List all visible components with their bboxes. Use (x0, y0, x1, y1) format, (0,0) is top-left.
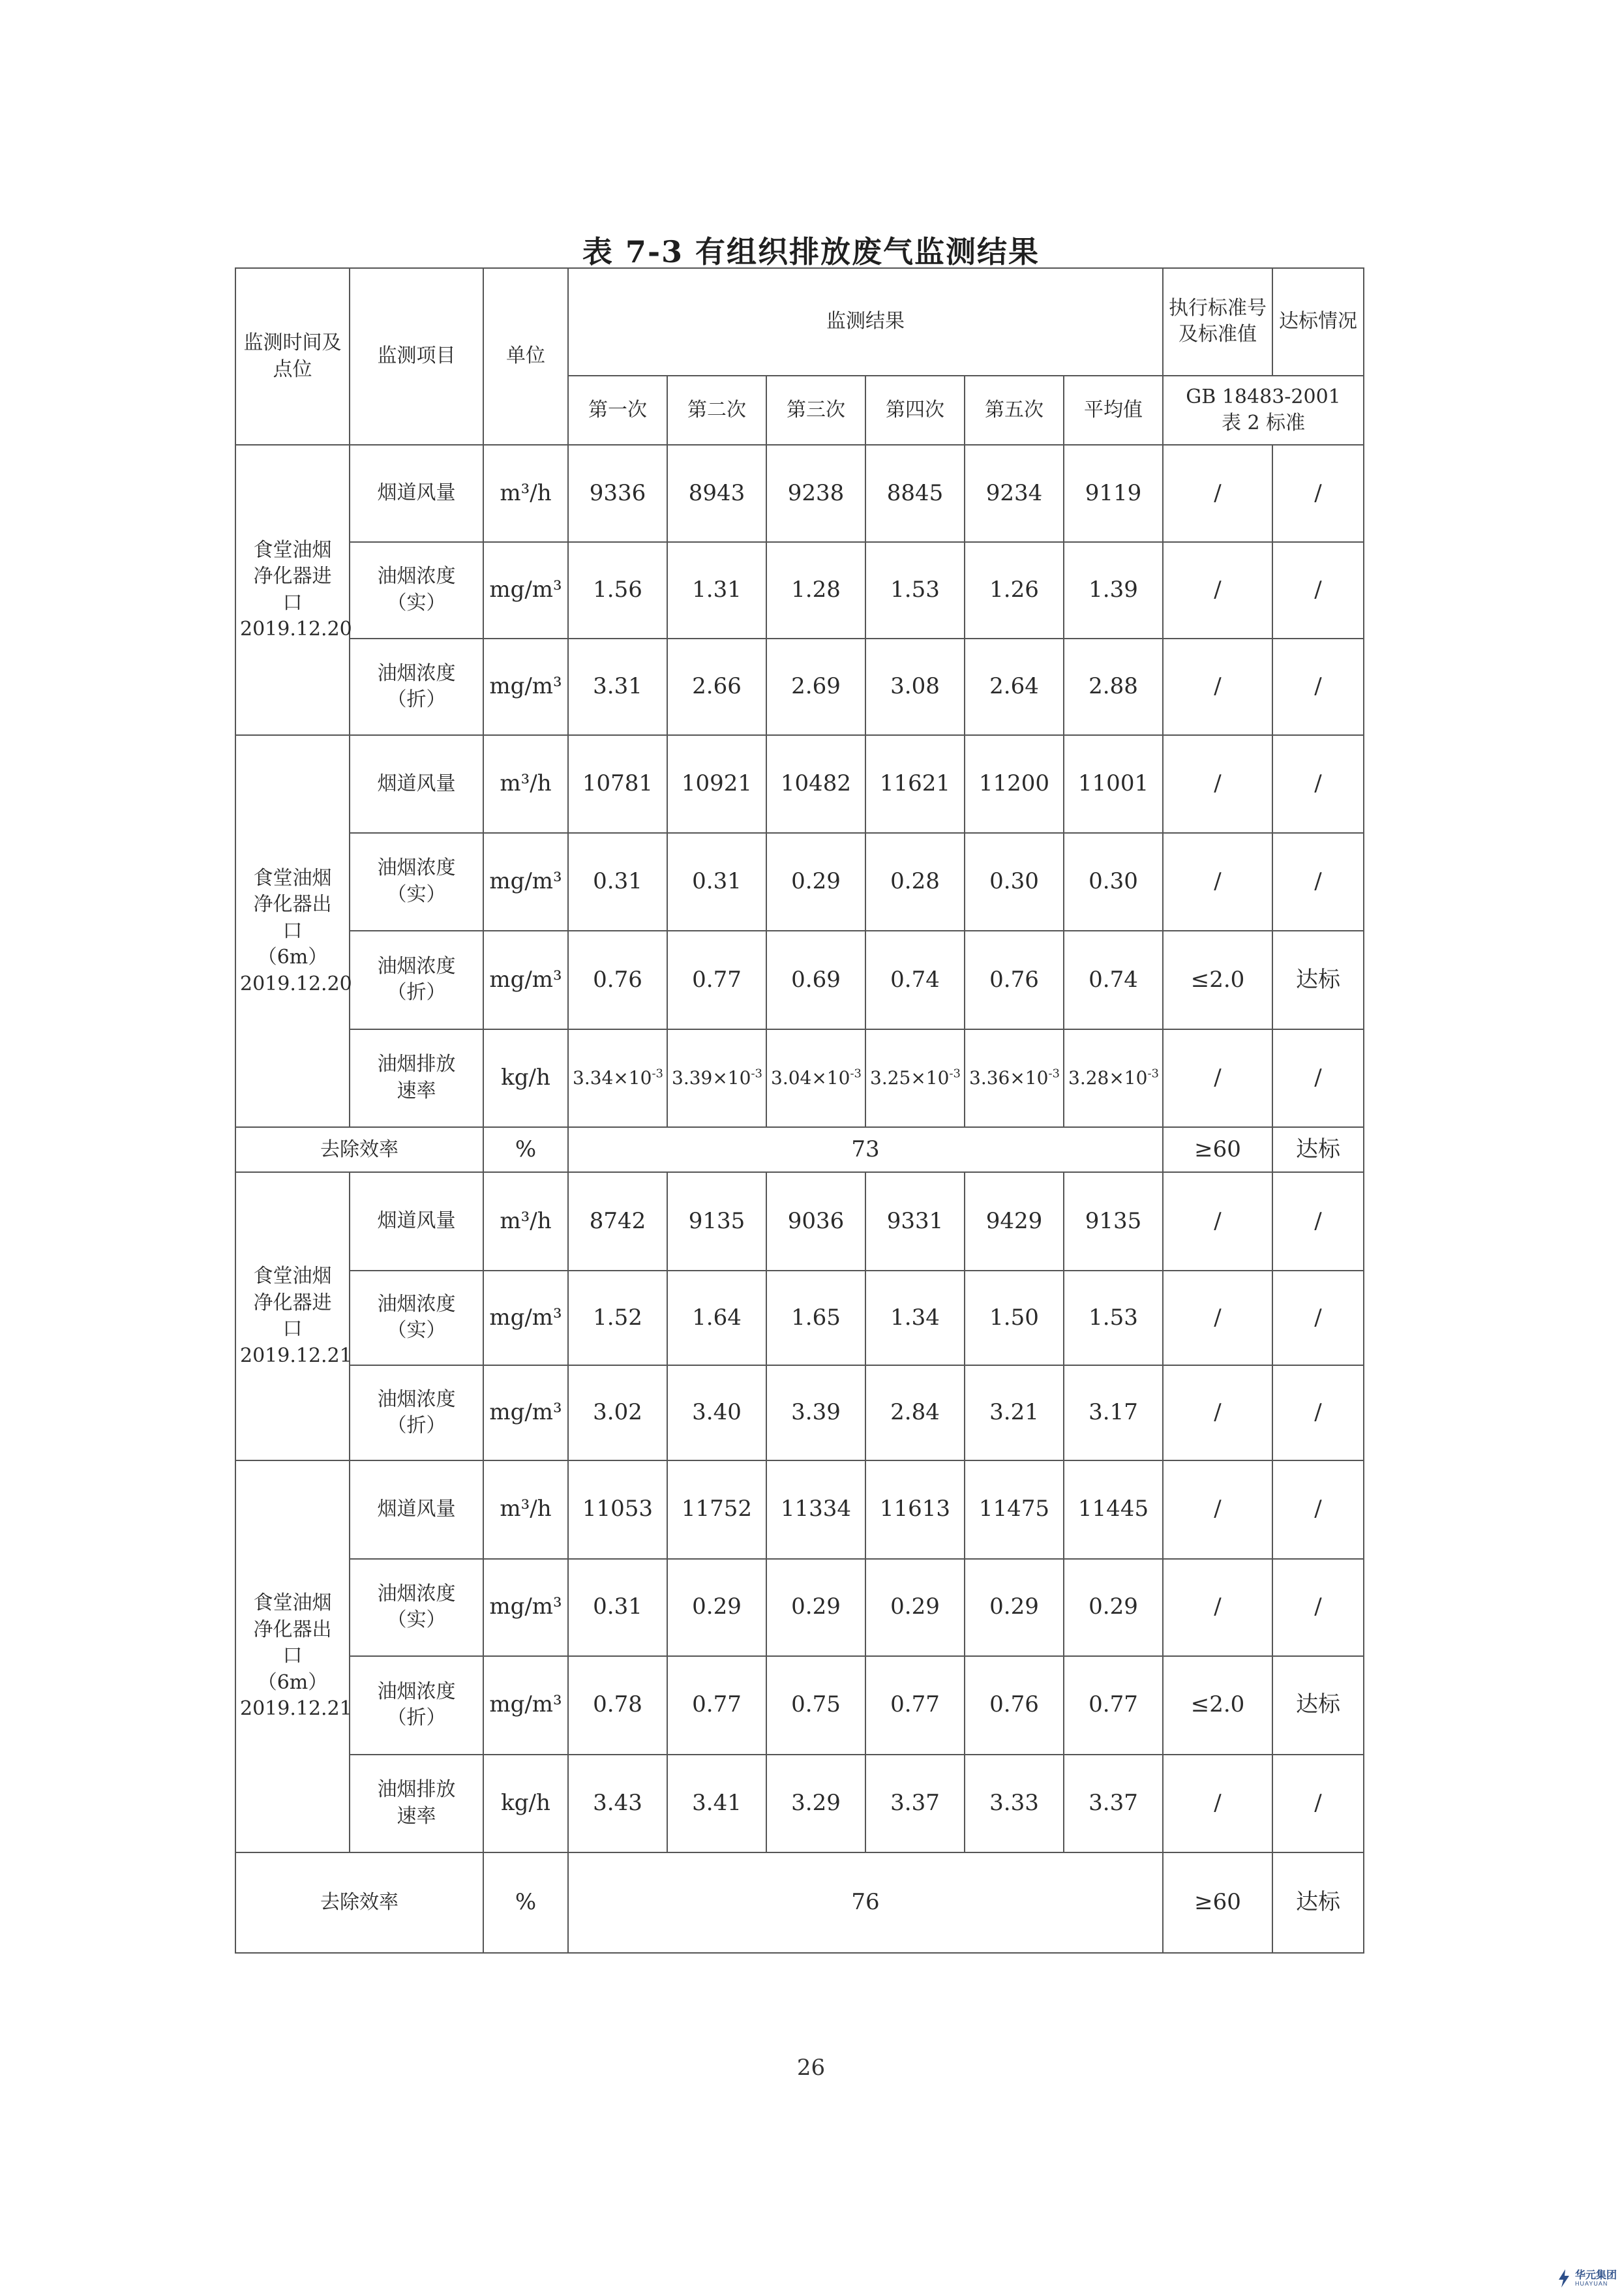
value-cell: 2.66 (667, 639, 766, 735)
header-row-1 (235, 268, 1364, 376)
value-cell: 3.08 (865, 639, 965, 735)
value-cell: 3.37 (865, 1755, 965, 1853)
value-cell: 11752 (667, 1460, 766, 1559)
item-cell: 油烟浓度 （实） (350, 1559, 483, 1656)
status-cell: / (1272, 735, 1364, 832)
unit-cell: mg/m³ (483, 1559, 568, 1656)
item-cell: 油烟排放 速率 (350, 1029, 483, 1128)
removal-label: 去除效率 (235, 1127, 483, 1172)
status-cell: / (1272, 1172, 1364, 1271)
value-cell: $3.25\times 10^{-3}$ (865, 1029, 965, 1128)
standard-cell: / (1163, 639, 1272, 735)
header-unit: 单位 (483, 268, 568, 445)
value-cell: 10781 (568, 735, 667, 832)
standard-cell: / (1163, 1755, 1272, 1853)
value-cell: 0.74 (865, 931, 965, 1029)
value-cell: $3.34\times 10^{-3}$ (568, 1029, 667, 1128)
status-cell: / (1272, 1029, 1364, 1128)
header-status: 达标情况 (1272, 268, 1364, 376)
value-cell: 0.29 (766, 1559, 865, 1656)
table-row (235, 1029, 1364, 1128)
value-cell: 0.29 (865, 1559, 965, 1656)
unit-cell: m³/h (483, 445, 568, 541)
value-cell: 1.39 (1064, 542, 1163, 639)
value-cell: 0.30 (965, 833, 1064, 931)
standard-cell: / (1163, 1460, 1272, 1559)
value-cell: 0.69 (766, 931, 865, 1029)
value-cell: 3.02 (568, 1365, 667, 1460)
value-cell: 9336 (568, 445, 667, 541)
value-cell: 9135 (667, 1172, 766, 1271)
value-cell: $3.28\times 10^{-3}$ (1064, 1029, 1163, 1128)
value-cell: 1.26 (965, 542, 1064, 639)
value-cell: 2.84 (865, 1365, 965, 1460)
status-cell: / (1272, 639, 1364, 735)
value-cell: 11621 (865, 735, 965, 832)
value-cell: 0.77 (1064, 1656, 1163, 1755)
page-number: 26 (796, 2055, 826, 2081)
value-cell: 0.29 (766, 833, 865, 931)
item-cell: 油烟浓度 （折） (350, 1656, 483, 1755)
unit-cell: mg/m³ (483, 931, 568, 1029)
item-cell: 烟道风量 (350, 1172, 483, 1271)
table-row (235, 1755, 1364, 1853)
removal-efficiency-row (235, 1127, 1364, 1172)
standard-cell: ≤2.0 (1163, 1656, 1272, 1755)
status-cell: / (1272, 1271, 1364, 1365)
unit-cell: mg/m³ (483, 1365, 568, 1460)
value-cell: 3.21 (965, 1365, 1064, 1460)
value-cell: 3.17 (1064, 1365, 1163, 1460)
header-run-1: 第一次 (568, 376, 667, 446)
removal-unit: % (483, 1852, 568, 1953)
header-standard: 执行标准号及标准值 (1163, 268, 1272, 376)
status-cell: / (1272, 1755, 1364, 1853)
header-run-5: 第五次 (965, 376, 1064, 446)
value-cell: 0.76 (965, 1656, 1064, 1755)
status-cell: / (1272, 1460, 1364, 1559)
status-cell: 达标 (1272, 931, 1364, 1029)
item-cell: 油烟浓度 （折） (350, 639, 483, 735)
lightning-logo-icon (1557, 2269, 1571, 2288)
unit-cell: m³/h (483, 735, 568, 832)
header-standard-ref: GB 18483-2001 表 2 标准 (1163, 376, 1364, 446)
value-cell: 1.64 (667, 1271, 766, 1365)
location-cell: 食堂油烟 净化器进 口 2019.12.21 (235, 1172, 350, 1460)
header-item: 监测项目 (350, 268, 483, 445)
header-run-4: 第四次 (865, 376, 965, 446)
value-cell: 2.88 (1064, 639, 1163, 735)
value-cell: $3.39\times 10^{-3}$ (667, 1029, 766, 1128)
table-row (235, 833, 1364, 931)
removal-value: 73 (568, 1127, 1163, 1172)
status-cell: / (1272, 833, 1364, 931)
value-cell: 3.29 (766, 1755, 865, 1853)
company-logo (1557, 2269, 1617, 2288)
value-cell: 11053 (568, 1460, 667, 1559)
item-cell: 油烟浓度 （折） (350, 931, 483, 1029)
value-cell: 9429 (965, 1172, 1064, 1271)
standard-cell: / (1163, 542, 1272, 639)
value-cell: 11475 (965, 1460, 1064, 1559)
header-run-3: 第三次 (766, 376, 865, 446)
value-cell: 0.77 (667, 931, 766, 1029)
value-cell: $3.04\times 10^{-3}$ (766, 1029, 865, 1128)
table-row (235, 1172, 1364, 1271)
unit-cell: mg/m³ (483, 1656, 568, 1755)
value-cell: 0.29 (965, 1559, 1064, 1656)
value-cell: 0.31 (568, 833, 667, 931)
value-cell: 0.76 (568, 931, 667, 1029)
item-cell: 油烟浓度 （实） (350, 833, 483, 931)
logo-name-en: HUAYUAN (1574, 2280, 1608, 2287)
status-cell: / (1272, 445, 1364, 541)
unit-cell: m³/h (483, 1172, 568, 1271)
value-cell: 3.33 (965, 1755, 1064, 1853)
location-cell: 食堂油烟 净化器出 口 （6m） 2019.12.21 (235, 1460, 350, 1852)
value-cell: 2.64 (965, 639, 1064, 735)
value-cell: 3.41 (667, 1755, 766, 1853)
value-cell: 10921 (667, 735, 766, 832)
value-cell: 0.77 (667, 1656, 766, 1755)
header-run-2: 第二次 (667, 376, 766, 446)
value-cell: 9234 (965, 445, 1064, 541)
standard-cell: / (1163, 445, 1272, 541)
value-cell: 9119 (1064, 445, 1163, 541)
value-cell: 0.76 (965, 931, 1064, 1029)
value-cell: 0.29 (1064, 1559, 1163, 1656)
unit-cell: mg/m³ (483, 833, 568, 931)
value-cell: 2.69 (766, 639, 865, 735)
location-cell: 食堂油烟 净化器进 口 2019.12.20 (235, 445, 350, 735)
value-cell: 0.31 (568, 1559, 667, 1656)
value-cell: 1.53 (1064, 1271, 1163, 1365)
value-cell: 0.75 (766, 1656, 865, 1755)
value-cell: 1.65 (766, 1271, 865, 1365)
table-row (235, 1656, 1364, 1755)
standard-cell: / (1163, 1365, 1272, 1460)
value-cell: 9238 (766, 445, 865, 541)
table-row (235, 1365, 1364, 1460)
value-cell: 1.31 (667, 542, 766, 639)
value-cell: 0.74 (1064, 931, 1163, 1029)
value-cell: 11445 (1064, 1460, 1163, 1559)
value-cell: 1.28 (766, 542, 865, 639)
value-cell: 1.52 (568, 1271, 667, 1365)
item-cell: 烟道风量 (350, 735, 483, 832)
table-row (235, 735, 1364, 832)
header-average: 平均值 (1064, 376, 1163, 446)
removal-value: 76 (568, 1852, 1163, 1953)
value-cell: 3.43 (568, 1755, 667, 1853)
value-cell: 9135 (1064, 1172, 1163, 1271)
removal-unit: % (483, 1127, 568, 1172)
value-cell: 8742 (568, 1172, 667, 1271)
value-cell: 11613 (865, 1460, 965, 1559)
value-cell: 11334 (766, 1460, 865, 1559)
table-row (235, 445, 1364, 541)
value-cell: 1.50 (965, 1271, 1064, 1365)
value-cell: 0.28 (865, 833, 965, 931)
status-cell: / (1272, 1559, 1364, 1656)
standard-cell: / (1163, 833, 1272, 931)
value-cell: 10482 (766, 735, 865, 832)
value-cell: 11200 (965, 735, 1064, 832)
value-cell: 3.39 (766, 1365, 865, 1460)
item-cell: 油烟浓度 （实） (350, 1271, 483, 1365)
table-row (235, 1460, 1364, 1559)
value-cell: 3.37 (1064, 1755, 1163, 1853)
removal-standard: ≥60 (1163, 1852, 1272, 1953)
value-cell: 8845 (865, 445, 965, 541)
status-cell: / (1272, 1365, 1364, 1460)
unit-cell: mg/m³ (483, 542, 568, 639)
standard-cell: ≤2.0 (1163, 931, 1272, 1029)
value-cell: 9331 (865, 1172, 965, 1271)
standard-cell: / (1163, 1029, 1272, 1128)
logo-name-cn: 华元集团 (1574, 2269, 1617, 2281)
value-cell: 0.29 (667, 1559, 766, 1656)
item-cell: 烟道风量 (350, 445, 483, 541)
table-title: 表 7-3 有组织排放废气监测结果 (582, 234, 1040, 269)
value-cell: 1.53 (865, 542, 965, 639)
value-cell: 3.40 (667, 1365, 766, 1460)
header-time-location: 监测时间及点位 (235, 268, 350, 445)
value-cell: 8943 (667, 445, 766, 541)
value-cell: 3.31 (568, 639, 667, 735)
item-cell: 油烟浓度 （实） (350, 542, 483, 639)
item-cell: 油烟排放 速率 (350, 1755, 483, 1853)
table-row (235, 1559, 1364, 1656)
unit-cell: kg/h (483, 1029, 568, 1128)
removal-status: 达标 (1272, 1127, 1364, 1172)
value-cell: 0.30 (1064, 833, 1163, 931)
value-cell: 11001 (1064, 735, 1163, 832)
unit-cell: kg/h (483, 1755, 568, 1853)
table-row (235, 639, 1364, 735)
removal-label: 去除效率 (235, 1852, 483, 1953)
table-row (235, 1271, 1364, 1365)
item-cell: 油烟浓度 （折） (350, 1365, 483, 1460)
removal-efficiency-row (235, 1852, 1364, 1953)
status-cell: 达标 (1272, 1656, 1364, 1755)
table-row (235, 931, 1364, 1029)
value-cell: 0.31 (667, 833, 766, 931)
removal-standard: ≥60 (1163, 1127, 1272, 1172)
unit-cell: mg/m³ (483, 1271, 568, 1365)
location-cell: 食堂油烟 净化器出 口 （6m） 2019.12.20 (235, 735, 350, 1127)
item-cell: 烟道风量 (350, 1460, 483, 1559)
status-cell: / (1272, 542, 1364, 639)
table-row (235, 542, 1364, 639)
standard-cell: / (1163, 735, 1272, 832)
header-results: 监测结果 (568, 268, 1163, 376)
standard-cell: / (1163, 1559, 1272, 1656)
value-cell: 0.77 (865, 1656, 965, 1755)
value-cell: $3.36\times 10^{-3}$ (965, 1029, 1064, 1128)
value-cell: 1.34 (865, 1271, 965, 1365)
unit-cell: mg/m³ (483, 639, 568, 735)
unit-cell: m³/h (483, 1460, 568, 1559)
removal-status: 达标 (1272, 1852, 1364, 1953)
monitoring-results-table (235, 267, 1364, 1954)
value-cell: 1.56 (568, 542, 667, 639)
standard-cell: / (1163, 1172, 1272, 1271)
value-cell: 0.78 (568, 1656, 667, 1755)
standard-cell: / (1163, 1271, 1272, 1365)
value-cell: 9036 (766, 1172, 865, 1271)
